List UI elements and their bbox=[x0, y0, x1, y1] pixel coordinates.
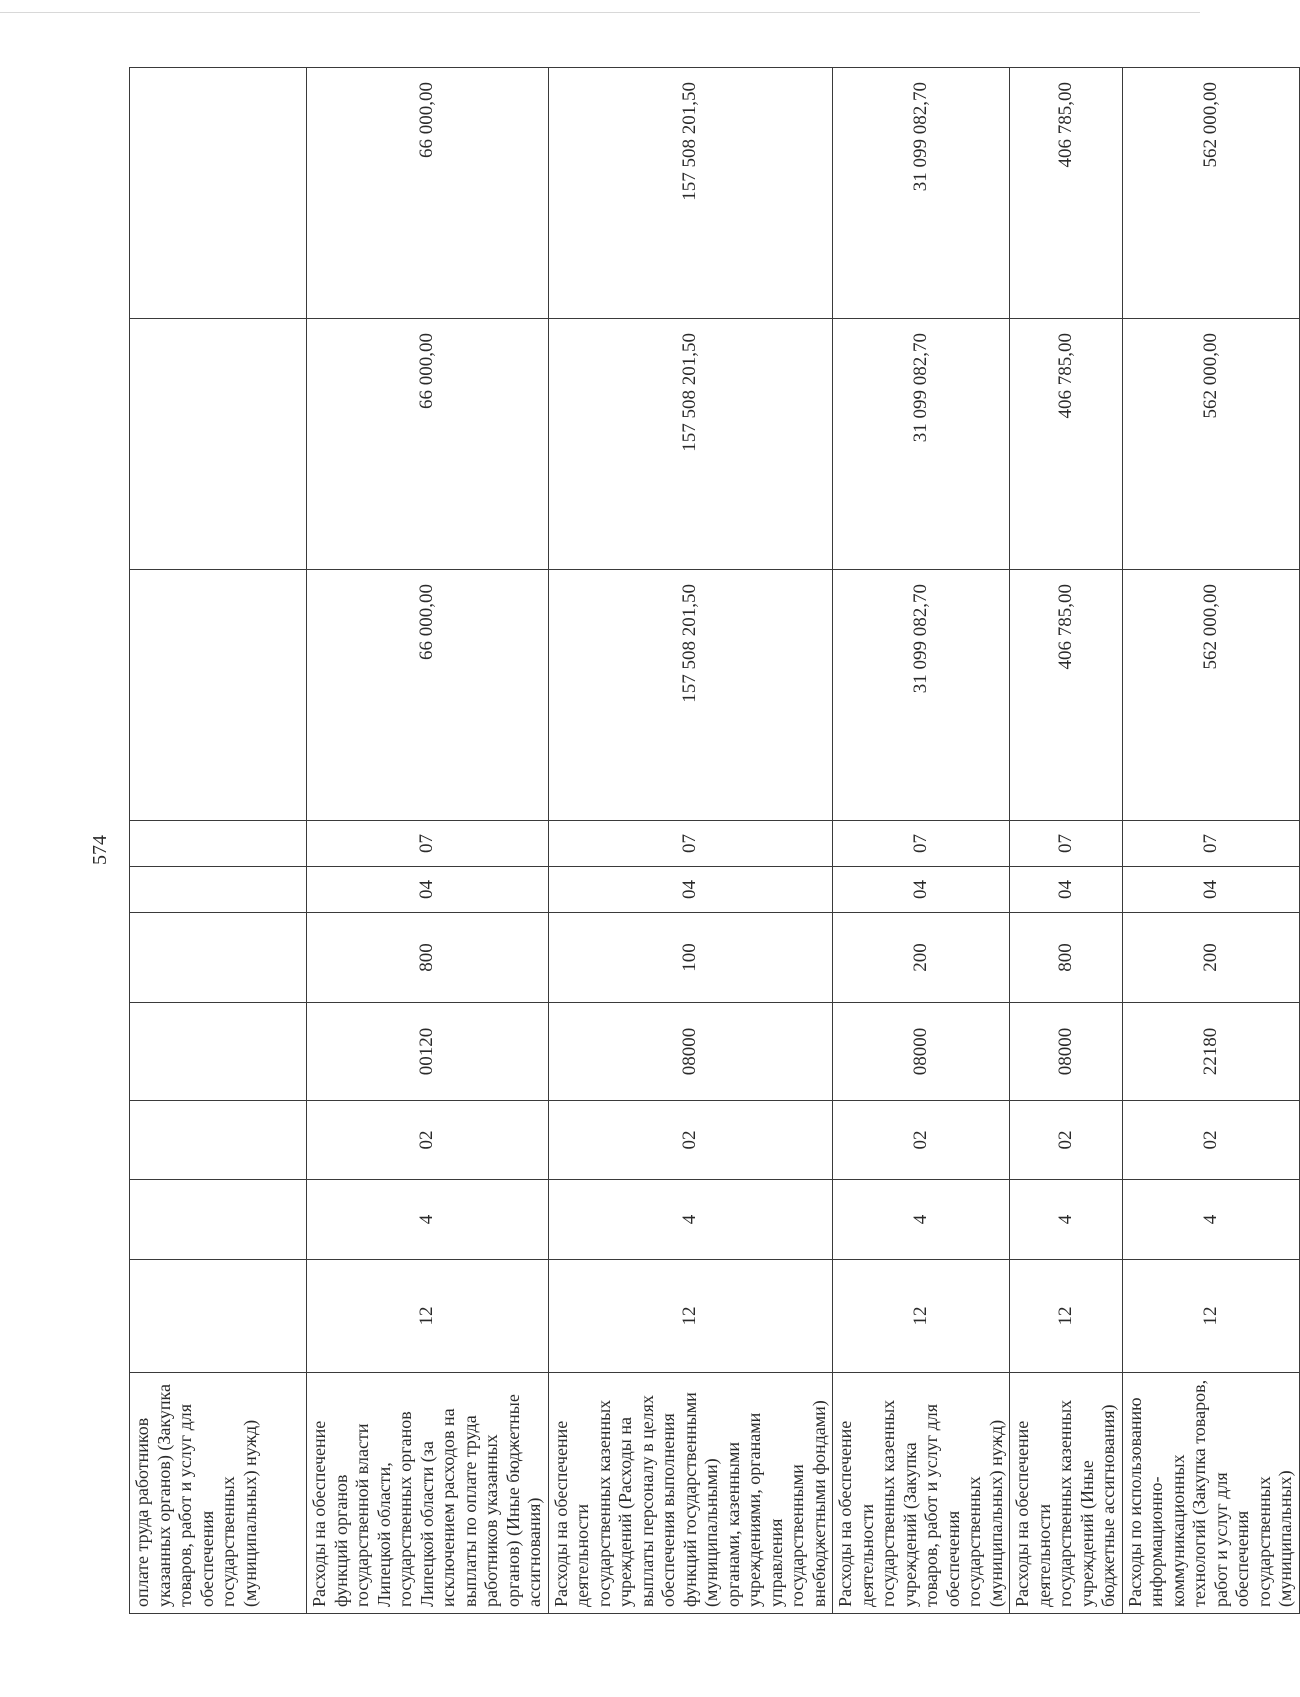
table-row bbox=[130, 68, 307, 1614]
code-program-type: 4 bbox=[1122, 1180, 1299, 1260]
code-subprogram: 02 bbox=[833, 1101, 1010, 1180]
row-description: Расходы на обеспечение деятельности государственных казенных учреждений (Расходы на выплаты персоналу в целях обеспечения выполнения функций государственными (муниципальными) органами, казенными учреждениями, органами управления государственными внебюджетными фондами) bbox=[548, 1373, 833, 1614]
code-program-type: 4 bbox=[1010, 1180, 1123, 1260]
code-expense-type: 200 bbox=[833, 913, 1010, 1003]
amount-year-1: 66 000,00 bbox=[307, 570, 549, 821]
amount-year-2: 31 099 082,70 bbox=[833, 319, 1010, 570]
row-description: Расходы на обеспечение деятельности государственных казенных учреждений (Иные бюджетные ассигнования) bbox=[1010, 1373, 1123, 1614]
code-direction bbox=[130, 1003, 307, 1101]
code-subprogram: 02 bbox=[307, 1101, 549, 1180]
amount-year-3: 406 785,00 bbox=[1010, 68, 1123, 319]
amount-year-3: 562 000,00 bbox=[1122, 68, 1299, 319]
code-section: 04 bbox=[1010, 867, 1123, 913]
amount-year-2 bbox=[130, 319, 307, 570]
table-row bbox=[1010, 68, 1123, 1614]
amount-year-1 bbox=[130, 570, 307, 821]
rotated-table-wrapper bbox=[129, 68, 1295, 1614]
code-expense-type: 800 bbox=[1010, 913, 1123, 1003]
row-description: оплате труда работников указанных органов) (Закупка товаров, работ и услуг для обеспечения государственных (муниципальных) нужд) bbox=[130, 1373, 307, 1614]
code-section: 04 bbox=[1122, 867, 1299, 913]
code-subprogram: 02 bbox=[1122, 1101, 1299, 1180]
code-ministry: 12 bbox=[1122, 1260, 1299, 1373]
code-subsection bbox=[130, 821, 307, 867]
code-subprogram bbox=[130, 1101, 307, 1180]
page-number: 574 bbox=[89, 835, 111, 865]
code-subprogram: 02 bbox=[548, 1101, 833, 1180]
amount-year-1: 31 099 082,70 bbox=[833, 570, 1010, 821]
code-expense-type bbox=[130, 913, 307, 1003]
code-ministry: 12 bbox=[307, 1260, 549, 1373]
code-subsection: 07 bbox=[1122, 821, 1299, 867]
code-direction: 08000 bbox=[1010, 1003, 1123, 1101]
code-subsection: 07 bbox=[307, 821, 549, 867]
amount-year-3: 66 000,00 bbox=[307, 68, 549, 319]
amount-year-1: 406 785,00 bbox=[1010, 570, 1123, 821]
code-program-type: 4 bbox=[833, 1180, 1010, 1260]
table-body bbox=[130, 68, 1300, 1614]
code-section: 04 bbox=[548, 867, 833, 913]
amount-year-2: 66 000,00 bbox=[307, 319, 549, 570]
code-subsection: 07 bbox=[1010, 821, 1123, 867]
code-subsection: 07 bbox=[833, 821, 1010, 867]
amount-year-3 bbox=[130, 68, 307, 319]
amount-year-3: 31 099 082,70 bbox=[833, 68, 1010, 319]
code-section: 04 bbox=[833, 867, 1010, 913]
scan-top-rule bbox=[0, 12, 1200, 13]
code-expense-type: 100 bbox=[548, 913, 833, 1003]
amount-year-1: 562 000,00 bbox=[1122, 570, 1299, 821]
code-ministry: 12 bbox=[833, 1260, 1010, 1373]
code-section bbox=[130, 867, 307, 913]
code-expense-type: 800 bbox=[307, 913, 549, 1003]
code-direction: 00120 bbox=[307, 1003, 549, 1101]
amount-year-2: 157 508 201,50 bbox=[548, 319, 833, 570]
table-row bbox=[307, 68, 549, 1614]
row-description: Расходы на обеспечение функций органов государственной власти Липецкой области, государственных органов Липецкой области (за исключением расходов на выплаты по оплате труда работников указанных органов) (Иные бюджетные ассигнования) bbox=[307, 1373, 549, 1614]
row-description: Расходы на обеспечение деятельности государственных казенных учреждений (Закупка товаров, работ и услуг для обеспечения государственных (муниципальных) нужд) bbox=[833, 1373, 1010, 1614]
code-subprogram: 02 bbox=[1010, 1101, 1123, 1180]
code-direction: 08000 bbox=[548, 1003, 833, 1101]
code-program-type bbox=[130, 1180, 307, 1260]
code-section: 04 bbox=[307, 867, 549, 913]
table-row bbox=[833, 68, 1010, 1614]
code-ministry: 12 bbox=[548, 1260, 833, 1373]
amount-year-2: 406 785,00 bbox=[1010, 319, 1123, 570]
code-direction: 08000 bbox=[833, 1003, 1010, 1101]
code-expense-type: 200 bbox=[1122, 913, 1299, 1003]
code-program-type: 4 bbox=[548, 1180, 833, 1260]
amount-year-2: 562 000,00 bbox=[1122, 319, 1299, 570]
row-description: Расходы по использованию информационно-коммуникационных технологий (Закупка товаров, работ и услуг для обеспечения государственных (муниципальных) bbox=[1122, 1373, 1299, 1614]
code-ministry: 12 bbox=[1010, 1260, 1123, 1373]
amount-year-3: 157 508 201,50 bbox=[548, 68, 833, 319]
amount-year-1: 157 508 201,50 bbox=[548, 570, 833, 821]
code-direction: 22180 bbox=[1122, 1003, 1299, 1101]
table-row bbox=[1122, 68, 1299, 1614]
code-program-type: 4 bbox=[307, 1180, 549, 1260]
code-ministry bbox=[130, 1260, 307, 1373]
table-row bbox=[548, 68, 833, 1614]
budget-table bbox=[129, 67, 1300, 1614]
code-subsection: 07 bbox=[548, 821, 833, 867]
